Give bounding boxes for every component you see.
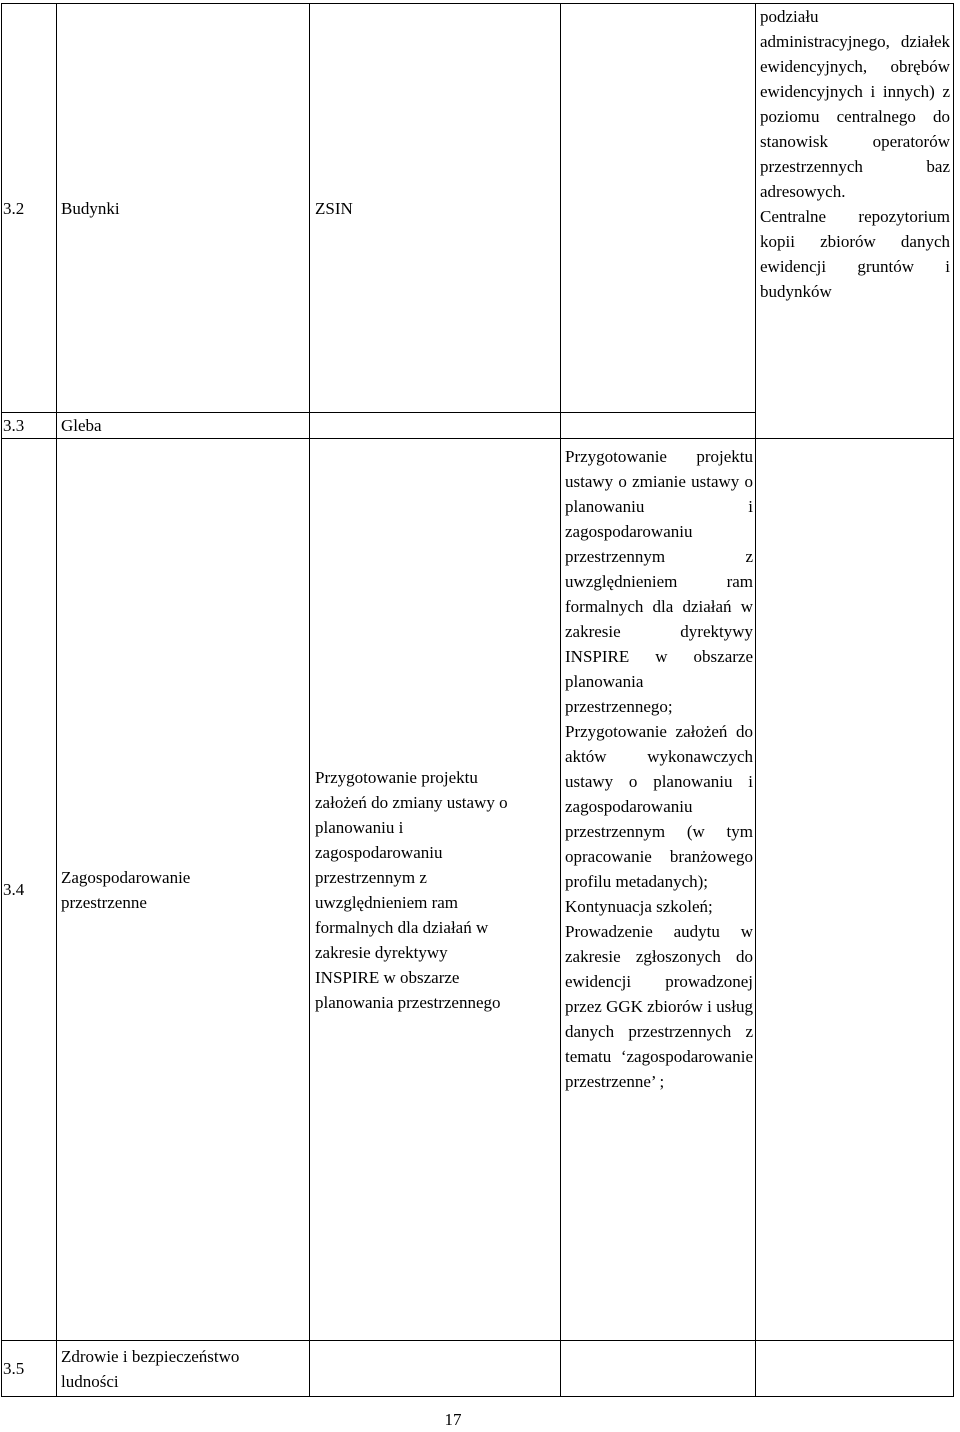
- row-actions: [561, 413, 756, 439]
- row-actions: [561, 439, 756, 1341]
- table-row-3-2: [2, 4, 954, 413]
- row-number-text: 3.4: [3, 880, 25, 899]
- row-name-text: Zagospodarowanie przestrzenne: [61, 867, 191, 912]
- row-name-text: Budynki: [61, 198, 120, 218]
- row-actions: [561, 1341, 756, 1397]
- col3-line: formalnych dla działań w: [315, 917, 489, 937]
- col3-line: Przygotowanie projektu: [315, 767, 478, 787]
- col3-line: planowaniu i: [315, 817, 404, 837]
- row-notes: [756, 439, 954, 1341]
- row-name-text: Gleba: [61, 416, 102, 435]
- table-row-3-5: [2, 1341, 954, 1397]
- row-name: [57, 413, 310, 439]
- actions-text-3: Kontynuacja szkoleń;: [565, 897, 713, 916]
- col3-line: planowania przestrzennego: [315, 992, 501, 1012]
- row-number: [2, 1341, 57, 1397]
- row-number: [2, 413, 57, 439]
- table-row-3-4: [2, 439, 954, 1341]
- row-number-text: 3.5: [3, 1359, 25, 1378]
- col3-line: uwzględnieniem ram: [315, 892, 459, 912]
- row-number: [2, 439, 57, 1341]
- col3-line: zagospodarowaniu: [315, 842, 443, 862]
- row-source: [310, 413, 561, 439]
- row-source-text: ZSIN: [315, 198, 353, 218]
- row-name-text: Zdrowie i bezpieczeństwo ludności: [61, 1347, 240, 1391]
- notes-text: podziału administracyjnego, działek ewidencyjnych, obrębów ewidencyjnych i innych) z poziomu centralnego do stanowisk operatorów przestrzennych baz adresowych.: [760, 7, 950, 201]
- page-number: 17: [444, 1410, 462, 1429]
- notes-text-2: Centralne repozytorium kopii zbiorów danych ewidencji gruntów i budynków: [760, 207, 950, 301]
- col3-line: zakresie dyrektywy: [315, 942, 448, 962]
- row-name: [57, 439, 310, 1341]
- col3-line: INSPIRE w obszarze: [315, 967, 460, 987]
- row-number-text: 3.2: [3, 198, 25, 218]
- row-number: [2, 4, 57, 413]
- document-table: [1, 3, 954, 1397]
- actions-text-1: Przygotowanie projektu ustawy o zmianie ustawy o planowaniu i zagospodarowaniu przestrzennym z uwzględnieniem ram formalnych dla działań w zakresie dyrektywy INSPIRE w obszarze planowania przestrzennego;: [565, 447, 753, 716]
- row-name: [57, 4, 310, 413]
- row-notes: [756, 4, 954, 439]
- actions-text-4: Prowadzenie audytu w zakresie zgłoszonych do ewidencji prowadzonej przez GGK zbiorów i usług danych przestrzennych z tematu ‘zagospodarowanie przestrzenne’ ;: [565, 922, 753, 1091]
- row-notes: [756, 1341, 954, 1397]
- col3-line: założeń do zmiany ustawy o: [315, 792, 508, 812]
- col3-line: przestrzennym z: [315, 867, 427, 887]
- row-source: [310, 439, 561, 1341]
- row-actions: [561, 4, 756, 413]
- row-source: [310, 4, 561, 413]
- row-number-text: 3.3: [3, 416, 25, 435]
- row-name: [57, 1341, 310, 1397]
- row-source: [310, 1341, 561, 1397]
- actions-text-2: Przygotowanie założeń do aktów wykonawczych ustawy o planowaniu i zagospodarowaniu przestrzennym (w tym opracowanie branżowego profilu metadanych);: [565, 722, 753, 891]
